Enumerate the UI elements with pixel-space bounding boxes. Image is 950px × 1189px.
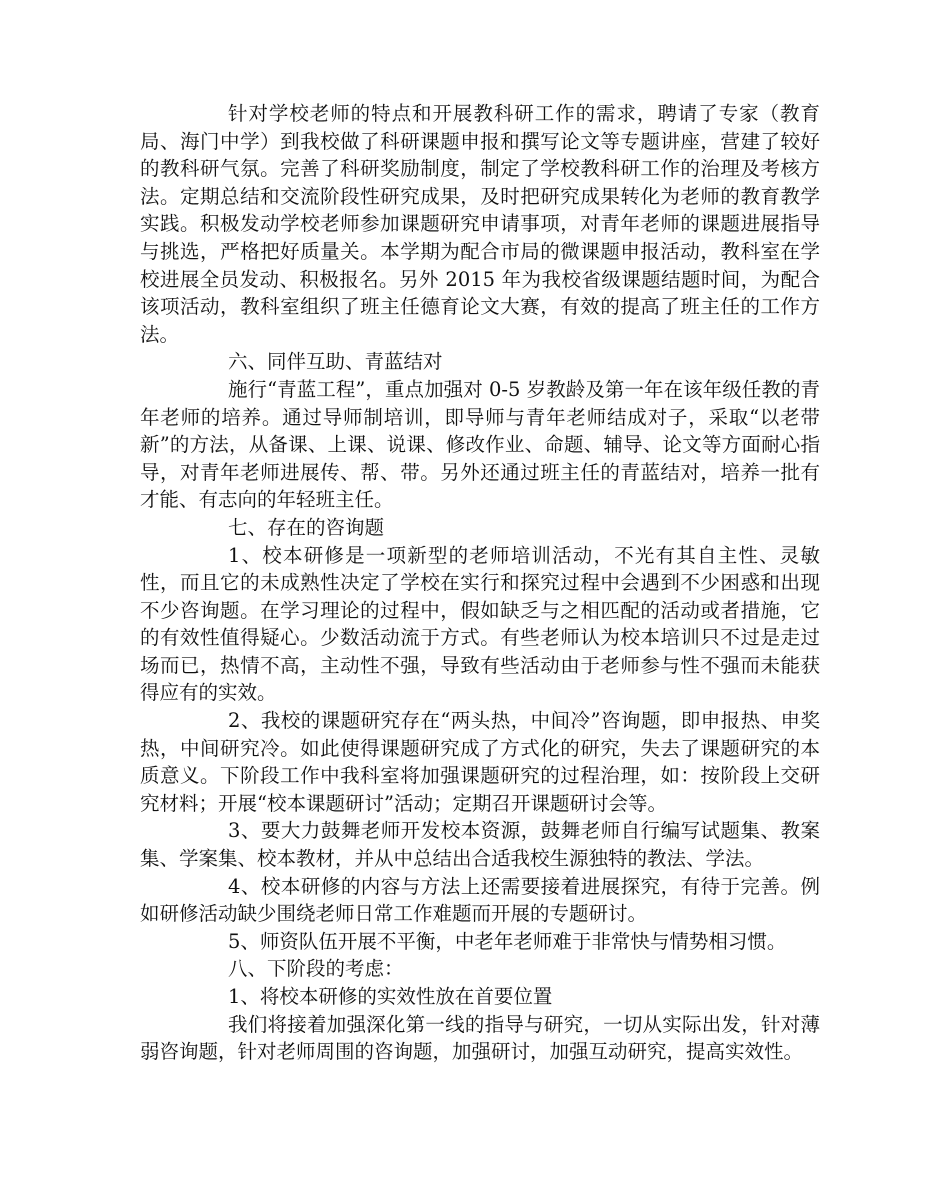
section-heading-existing-problems: 七、存在的咨询题	[228, 515, 385, 539]
paragraph-qinglan-project: 施行“青蓝工程”，重点加强对 0-5 岁教龄及第一年在该年级任教的青年老师的培养。通过导师制培训，即导师与青年老师结成对子，采取“以老带新”的方法，从备课、上课、说课、修改作业、命题、辅导、论文等方面耐心指导，对青年老师进展传、帮、带。另外还通过班主任的青蓝结对，培养一批有才能、有志向的年轻班主任。	[140, 377, 820, 512]
section-heading-peer-mentoring: 六、同伴互助、青蓝结对	[228, 350, 443, 374]
paragraph-research-management: 针对学校老师的特点和开展教科研工作的需求，聘请了专家（教育局、海门中学）到我校做了科研课题申报和撰写论文等专题讲座，营建了较好的教科研气氛。完善了科研奖励制度，制定了学校教科研工作的治理及考核方法。定期总结和交流阶段性研究成果，及时把研究成果转化为老师的教育教学实践。积极发动学校老师参加课题研究申请事项，对青年老师的课题进展指导与挑选，严格把好质量关。本学期为配合市局的微课题申报活动，教科室在学校进展全员发动、积极报名。另外 2015 年为我校省级课题结题时间，为配合该项活动，教科室组织了班主任德育论文大赛，有效的提高了班主任的工作方法。	[140, 102, 820, 346]
next-stage-item-1: 1、将校本研修的实效性放在首要位置	[228, 985, 553, 1008]
section-heading-next-stage: 八、下阶段的考虑：	[228, 957, 404, 981]
problem-item-4: 4、校本研修的内容与方法上还需要接着进展探究，有待于完善。例如研修活动缺少围绕老师日常工作难题而开展的专题研讨。	[140, 874, 820, 926]
paragraph-next-stage-plan: 我们将接着加强深化第一线的指导与研究，一切从实际出发，针对薄弱咨询题，针对老师周围的咨询题，加强研讨，加强互动研究，提高实效性。	[140, 1012, 820, 1064]
problem-item-1: 1、校本研修是一项新型的老师培训活动，不光有其自主性、灵敏性，而且它的未成熟性决定了学校在实行和探究过程中会遇到不少困惑和出现不少咨询题。在学习理论的过程中，假如缺乏与之相匹配的活动或者措施，它的有效性值得疑心。少数活动流于方式。有些老师认为校本培训只不过是走过场而已，热情不高，主动性不强，导致有些活动由于老师参与性不强而未能获得应有的实效。	[140, 543, 820, 705]
problem-item-3: 3、要大力鼓舞老师开发校本资源，鼓舞老师自行编写试题集、教案集、学案集、校本教材，并从中总结出合适我校生源独特的教法、学法。	[140, 819, 820, 871]
problem-item-2: 2、我校的课题研究存在“两头热，中间冷”咨询题，即申报热、申奖热，中间研究冷。如此使得课题研究成了方式化的研究，失去了课题研究的本质意义。下阶段工作中我科室将加强课题研究的过程治理，如：按阶段上交研究材料；开展“校本课题研讨”活动；定期召开课题研讨会等。	[140, 709, 820, 815]
document-page	[140, 100, 820, 1066]
problem-item-5: 5、师资队伍开展不平衡，中老年老师难于非常快与情势相习惯。	[228, 929, 787, 953]
